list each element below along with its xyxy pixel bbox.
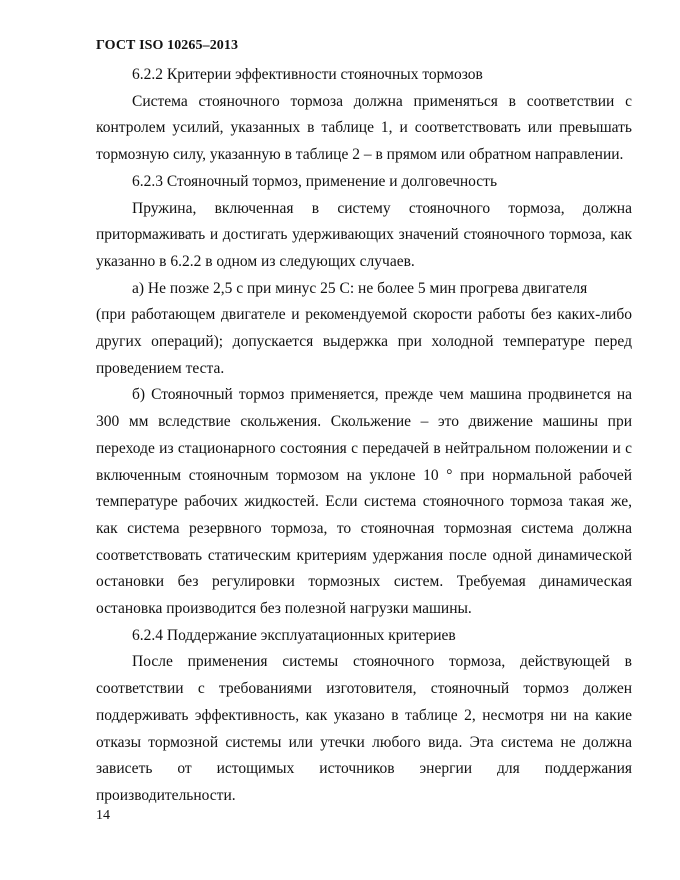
section-6-2-2-heading: 6.2.2 Критерии эффективности стояночных тормозов bbox=[132, 66, 483, 83]
section-6-2-4-paragraph: После применения системы стояночного тормоза, действующей в соответствии с требованиями изготовителя, стояночный тормоз должен поддерживать эффективность, как указано в таблице 2, несмотря ни на какие отказы тормозной системы или утечки любого вида. Эта система не должна зависеть от истощимых источников энергии для поддержания производительности. bbox=[96, 653, 632, 804]
section-6-2-2-paragraph: Система стояночного тормоза должна применяться в соответствии с контролем усилий, указанных в таблице 1, и соответствовать или превышать тормозную силу, указанную в таблице 2 – в прямом или обратном направлении. bbox=[96, 92, 632, 164]
item-a-continuation: (при работающем двигателе и рекомендуемой скорости работы без каких-либо других операций); допускается выдержка при холодной температуре перед проведением теста. bbox=[96, 306, 632, 377]
section-6-2-4-heading: 6.2.4 Поддержание эксплуатационных критериев bbox=[132, 626, 456, 644]
item-b-paragraph: б) Стояночный тормоз применяется, прежде чем машина продвинется на 300 мм вследствие скольжения. Скольжение – это движение машины при переходе из стационарного состояния с передачей в нейтральном положении и с включенным стояночным тормозом на уклоне 10 ° при нормальной рабочей температуре рабочих жидкостей. Если система стояночного тормоза такая же, как система резервного тормоза, то стояночная тормозная система должна соответствовать статическим критериям удержания после одной динамической остановки без регулировки тормозных систем. Требуемая динамическая остановка производится без полезной нагрузки машины. bbox=[96, 386, 632, 618]
body-text bbox=[96, 62, 632, 810]
standard-header: ГОСТ ISO 10265–2013 bbox=[96, 38, 239, 53]
section-6-2-3-heading: 6.2.3 Стояночный тормоз, применение и долговечность bbox=[132, 172, 498, 190]
item-a-line: а) Не позже 2,5 с при минус 25 С: не более 5 мин прогрева двигателя bbox=[132, 279, 588, 297]
page-number: 14 bbox=[96, 808, 110, 823]
section-6-2-3-paragraph: Пружина, включенная в систему стояночного тормоза, должна притормаживать и достигать удерживающих значений стояночного тормоза, как указанно в 6.2.2 в одном из следующих случаев. bbox=[96, 199, 632, 270]
